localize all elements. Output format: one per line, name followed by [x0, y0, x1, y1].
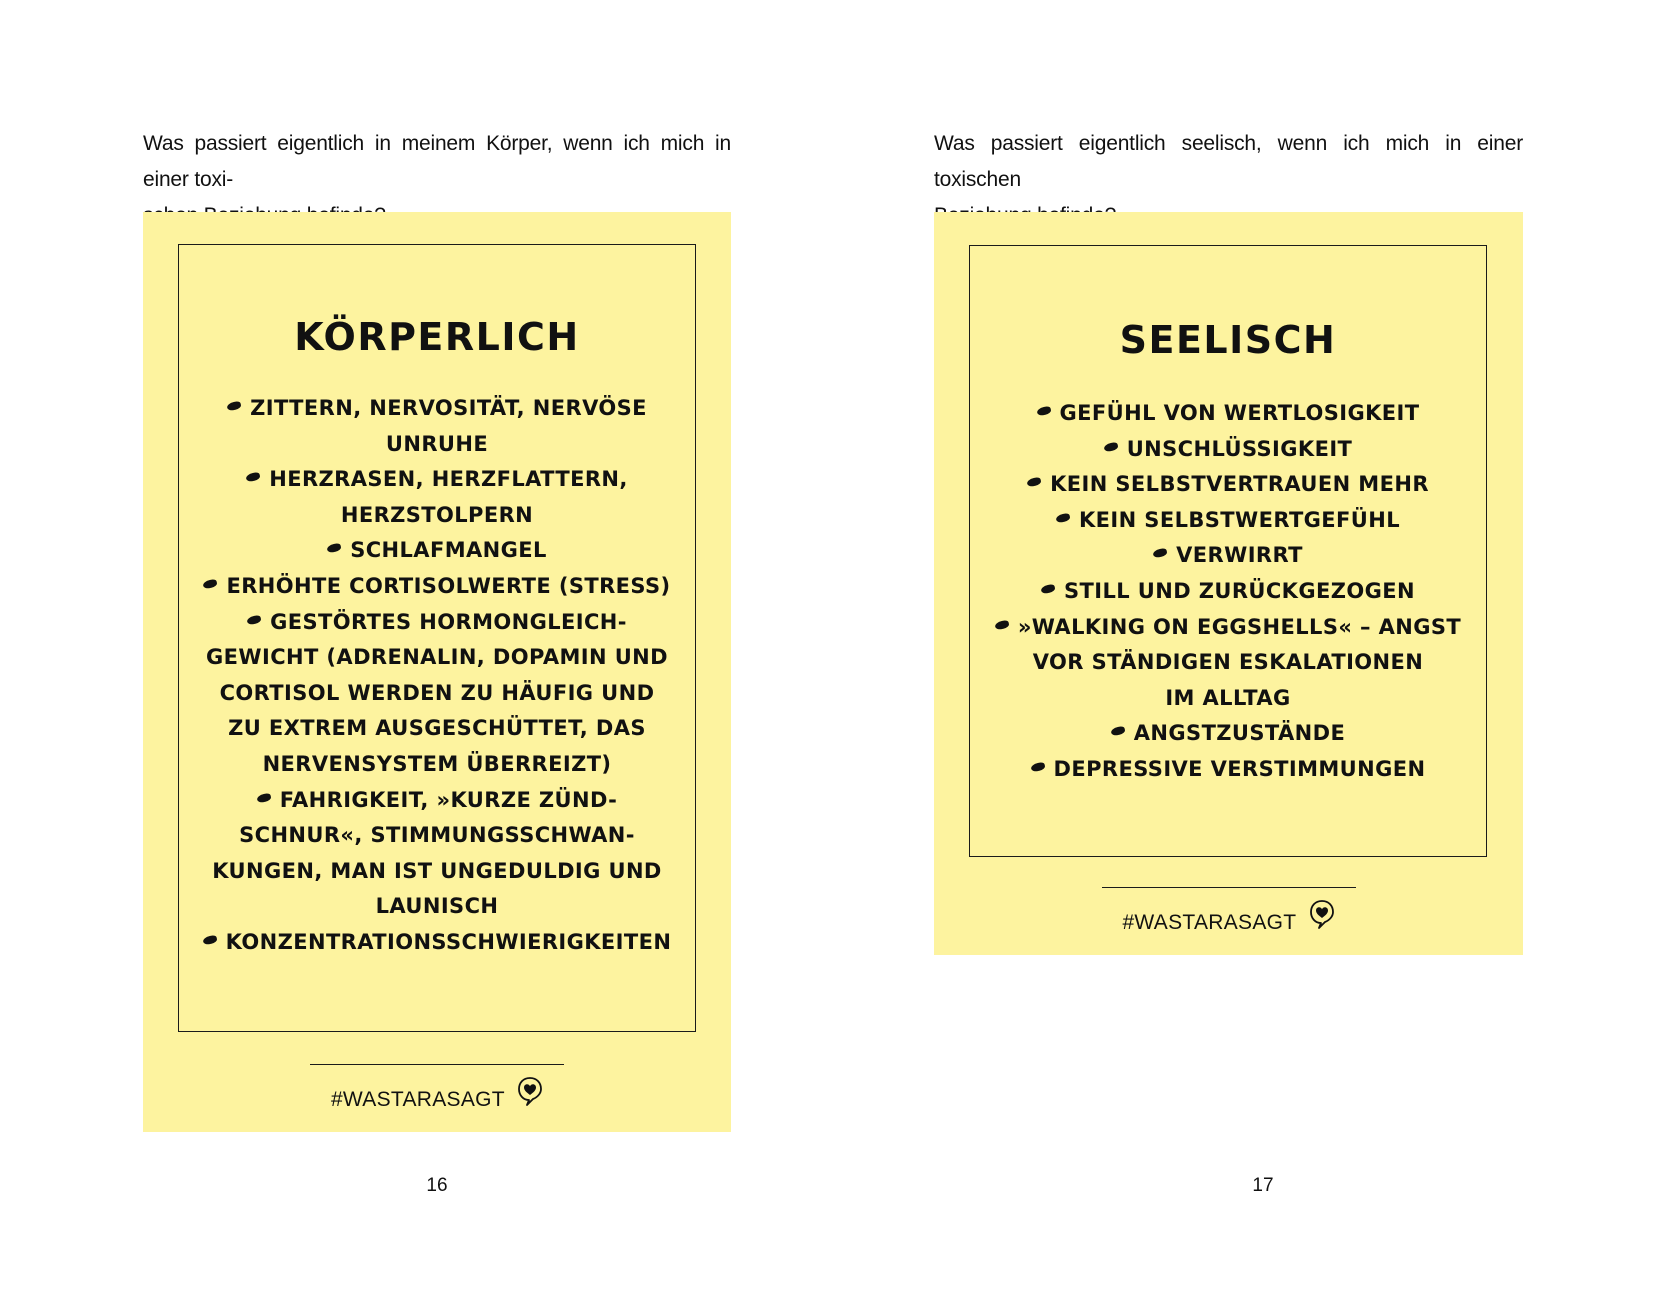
list-item-text: ANGSTZUSTÄNDE	[1133, 721, 1346, 746]
bullet-icon	[256, 792, 271, 803]
hashtag-row	[934, 905, 1523, 941]
list-item	[185, 925, 689, 961]
bullet-icon	[1040, 584, 1055, 595]
bullet-icon	[1036, 406, 1051, 417]
list-item	[976, 574, 1480, 610]
list-item	[185, 533, 689, 569]
list-item-text: VERWIRRT	[1176, 543, 1303, 568]
list-item	[976, 716, 1480, 752]
list-item-text: FAHRIGKEIT, »KURZE ZÜND-	[279, 787, 618, 812]
bullet-icon	[1110, 726, 1125, 737]
list-item-text: SCHNUR«, STIMMUNGSSCHWAN-	[239, 823, 635, 848]
hashtag: #WASTARASAGT	[1122, 911, 1297, 934]
card-title: SEELISCH	[1119, 318, 1337, 362]
list-item	[185, 783, 689, 819]
list-item-text: GEFÜHL VON WERTLOSIGKEIT	[1059, 401, 1420, 425]
bullet-icon	[246, 614, 261, 625]
list-item-text: STILL UND ZURÜCKGEZOGEN	[1064, 578, 1415, 603]
list-item-continuation	[976, 645, 1480, 681]
bullet-icon	[327, 543, 342, 554]
right-page	[827, 0, 1654, 1299]
list-item	[976, 396, 1480, 432]
bullet-icon	[1055, 512, 1070, 523]
speech-bubble-heart-icon	[1309, 899, 1335, 935]
list-item-text: ERHÖHTE CORTISOLWERTE (STRESS)	[226, 573, 671, 598]
list-item-text: KUNGEN, MAN IST UNGEDULDIG UND	[212, 858, 662, 883]
list-item-text: KEIN SELBSTVERTRAUEN MEHR	[1050, 472, 1429, 497]
list-item-text: SCHLAFMANGEL	[350, 538, 547, 563]
list-item-text: LAUNISCH	[375, 894, 499, 919]
bullet-icon	[1103, 441, 1118, 452]
divider-line	[310, 1064, 564, 1065]
list-item	[976, 538, 1480, 574]
list-item-text: HERZSTOLPERN	[340, 502, 534, 527]
list-item-continuation	[185, 640, 689, 676]
list-item	[976, 503, 1480, 539]
page-number: 16	[426, 1175, 448, 1196]
card-title: KÖRPERLICH	[294, 315, 580, 359]
list-item-text: VOR STÄNDIGEN ESKALATIONEN	[1032, 650, 1424, 675]
divider-line	[1102, 887, 1356, 888]
page-number: 17	[1252, 1175, 1274, 1196]
card-frame	[178, 244, 696, 1032]
list-item	[976, 752, 1480, 788]
list-item-text: »WALKING ON EGGSHELLS« – ANGST	[1017, 614, 1462, 639]
list-item-continuation	[185, 747, 689, 783]
list-item-text: HERZRASEN, HERZFLATTERN,	[269, 467, 628, 492]
list-item	[185, 391, 689, 427]
bullet-icon	[226, 401, 241, 412]
list-item-text: CORTISOL WERDEN ZU HÄUFIG UND	[219, 680, 655, 705]
bullet-icon	[1152, 548, 1167, 559]
intro-line-1: Was passiert eigentlich seelisch, wenn ich mich in einer toxischen	[934, 132, 1523, 191]
bullet-icon	[994, 619, 1009, 630]
list-item-text: IM ALLTAG	[1165, 685, 1291, 710]
list-item-text: ZU EXTREM AUSGESCHÜTTET, DAS	[228, 716, 646, 741]
hashtag: #WASTARASAGT	[330, 1088, 505, 1111]
list-item-continuation	[976, 681, 1480, 717]
list-item-text: DEPRESSIVE VERSTIMMUNGEN	[1053, 756, 1426, 781]
list-item-text: NERVENSYSTEM ÜBERREIZT)	[262, 751, 612, 776]
list-item-continuation	[185, 676, 689, 712]
bullet-icon	[1026, 477, 1041, 488]
info-card-koerperlich	[143, 212, 731, 1132]
list-item	[185, 605, 689, 641]
bullet-icon	[246, 472, 261, 483]
list-item	[976, 610, 1480, 646]
list-item-continuation	[185, 889, 689, 925]
intro-line-1: Was passiert eigentlich in meinem Körper, wenn ich mich in einer toxi-	[143, 132, 731, 191]
list-item-text: UNSCHLÜSSIGKEIT	[1126, 436, 1353, 461]
list-item	[976, 467, 1480, 503]
list-item-text: GESTÖRTES HORMONGLEICH-	[270, 609, 627, 634]
list-item-text: KONZENTRATIONSSCHWIERIGKEITEN	[225, 929, 672, 954]
list-item-continuation	[185, 498, 689, 534]
bullet-icon	[1030, 762, 1045, 773]
list-item-text: ZITTERN, NERVOSITÄT, NERVÖSE	[250, 396, 647, 420]
list-item-text: UNRUHE	[385, 431, 489, 456]
bullet-icon	[203, 579, 218, 590]
list-item-continuation	[185, 854, 689, 890]
speech-bubble-heart-icon	[517, 1076, 543, 1112]
list-item-text: KEIN SELBSTWERTGEFÜHL	[1078, 507, 1401, 532]
list-item-continuation	[185, 711, 689, 747]
list-item-continuation	[185, 818, 689, 854]
card-frame	[969, 245, 1487, 857]
list-item	[185, 569, 689, 605]
list-item	[976, 432, 1480, 468]
list-item	[185, 462, 689, 498]
bullet-icon	[202, 935, 217, 946]
hashtag-row	[143, 1082, 731, 1118]
list-item-continuation	[185, 427, 689, 463]
info-card-seelisch	[934, 212, 1523, 955]
symptom-list	[976, 396, 1480, 788]
list-item-text: GEWICHT (ADRENALIN, DOPAMIN UND	[206, 645, 668, 670]
symptom-list	[185, 391, 689, 961]
